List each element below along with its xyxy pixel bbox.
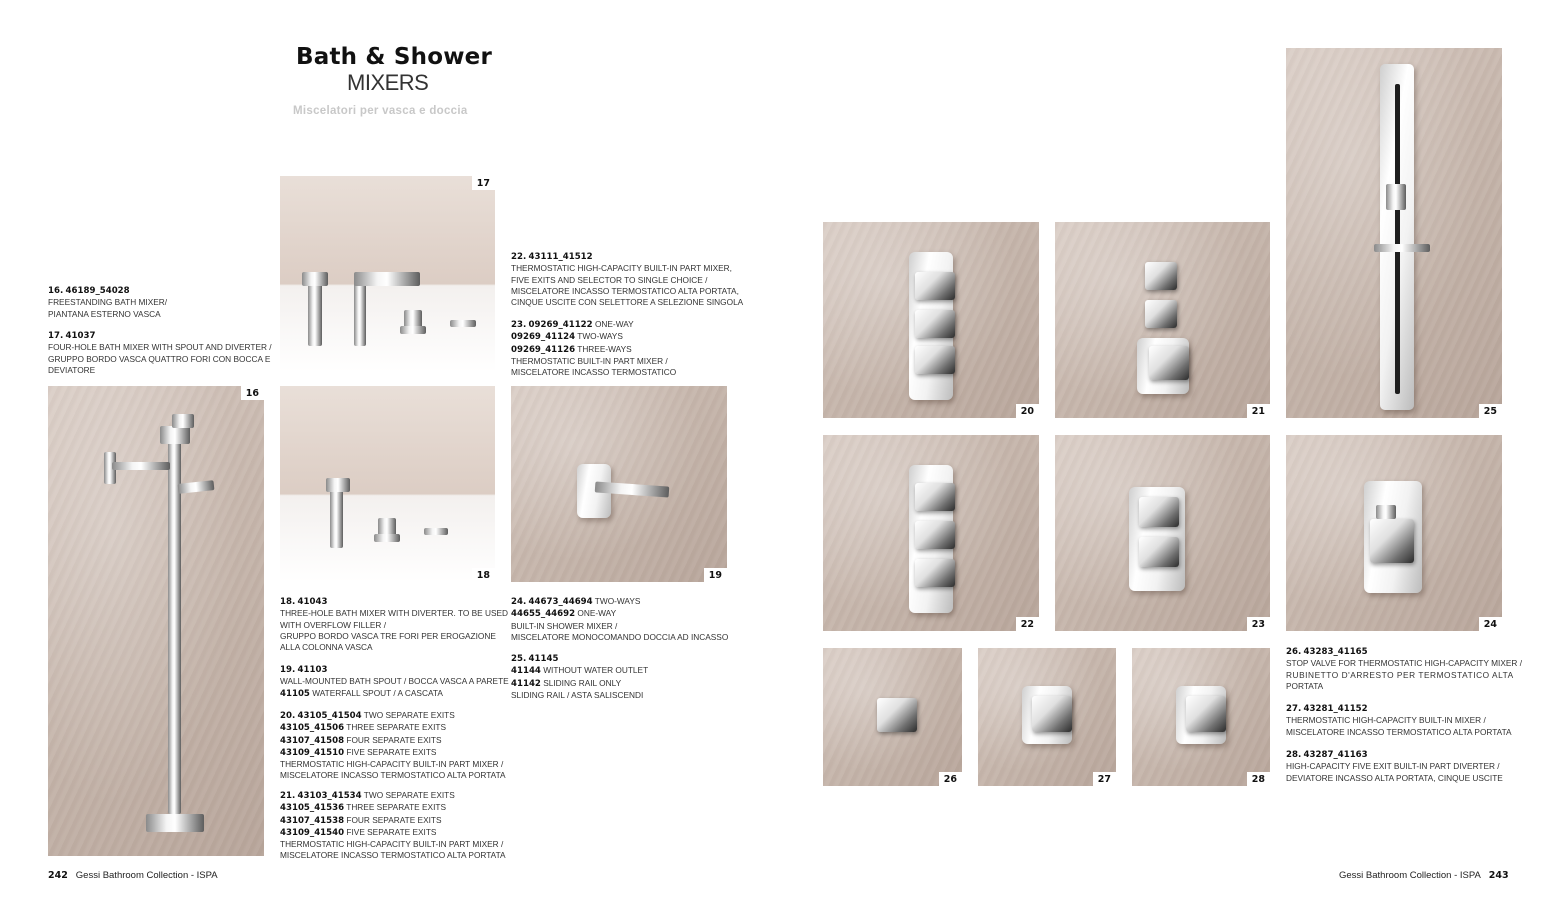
photo-number-17: 17 <box>472 176 495 190</box>
product-photo-16 <box>48 386 264 856</box>
photo-number-16: 16 <box>241 386 264 400</box>
product-photo-22 <box>823 435 1039 631</box>
product-photo-18 <box>280 386 495 582</box>
page-subtitle-italian: Miscelatori per vasca e doccia <box>293 105 468 117</box>
product-entry-28: 28. 43287_41163 HIGH-CAPACITY FIVE EXIT BUILT-IN PART DIVERTER / DEVIATORE INCASSO ALTA PORTATA, CINQUE USCITE <box>1286 750 1503 783</box>
product-code: 43103_41534 <box>297 791 362 801</box>
product-photo-23 <box>1055 435 1270 631</box>
product-entry-19: 19. 41103 WALL-MOUNTED BATH SPOUT / BOCCA VASCA A PARETE 41105 WATERFALL SPOUT / A CASCATA <box>280 665 509 699</box>
photo-number-27: 27 <box>1093 772 1116 786</box>
photo-number-24: 24 <box>1479 617 1502 631</box>
photo-number-25: 25 <box>1479 404 1502 418</box>
photo-number-28: 28 <box>1247 772 1270 786</box>
product-photo-21 <box>1055 222 1270 418</box>
product-code: 43287_41163 <box>1303 750 1368 760</box>
product-photo-20 <box>823 222 1039 418</box>
product-entry-22: 22. 43111_41512 THERMOSTATIC HIGH-CAPACITY BUILT-IN PART MIXER, FIVE EXITS AND SELECTOR TO SINGLE CHOICE / MISCELATORE INCASSO TERMOSTATICO ALTA PORTATA, CINQUE USCITE CON SELETTORE A SELEZIONE SINGOLA <box>511 252 744 308</box>
photo-number-19: 19 <box>704 568 727 582</box>
product-code: 09269_41122 <box>528 320 593 330</box>
product-photo-17 <box>280 176 495 372</box>
product-entry-25: 25. 41145 41144 WITHOUT WATER OUTLET 41142 SLIDING RAIL ONLY SLIDING RAIL / ASTA SALISCENDI <box>511 654 649 700</box>
product-entry-16: 16. 46189_54028 FREESTANDING BATH MIXER/ PIANTANA ESTERNO VASCA <box>48 286 168 319</box>
product-code: 43283_41165 <box>1303 647 1368 657</box>
product-code: 41103 <box>297 665 328 675</box>
product-entry-23: 23. 09269_41122 ONE-WAY 09269_41124 TWO-WAYS 09269_41126 THREE-WAYS THERMOSTATIC BUILT-IN PART MIXER / MISCELATORE INCASSO TERMOSTATICO <box>511 319 677 378</box>
product-code: 41145 <box>528 654 559 664</box>
photo-number-20: 20 <box>1016 404 1039 418</box>
product-photo-27 <box>978 648 1116 786</box>
product-code: 43281_41152 <box>1303 704 1368 714</box>
photo-number-23: 23 <box>1247 617 1270 631</box>
page-number-right: 243 <box>1488 870 1509 881</box>
product-photo-25 <box>1286 48 1502 418</box>
product-photo-24 <box>1286 435 1502 631</box>
product-code: 46189_54028 <box>65 286 130 296</box>
product-entry-20: 20. 43105_41504 TWO SEPARATE EXITS 43105_41506 THREE SEPARATE EXITS 43107_41508 FOUR SEPARATE EXITS 43109_41510 FIVE SEPARATE EXITS THERMOSTATIC HIGH-CAPACITY BUILT-IN PART MIXER / MISCELATORE INCASSO TERMOSTATICO ALTA PORTATA <box>280 710 506 781</box>
footer-left-text: Gessi Bathroom Collection - ISPA <box>75 870 218 881</box>
product-code: 44673_44694 <box>528 597 593 607</box>
product-entry-27: 27. 43281_41152 THERMOSTATIC HIGH-CAPACITY BUILT-IN MIXER / MISCELATORE INCASSO TERMOSTATICO ALTA PORTATA <box>1286 704 1512 737</box>
page-subtitle: MIXERS <box>347 70 429 95</box>
product-entry-21: 21. 43103_41534 TWO SEPARATE EXITS 43105_41536 THREE SEPARATE EXITS 43107_41538 FOUR SEPARATE EXITS 43109_41540 FIVE SEPARATE EXITS THERMOSTATIC HIGH-CAPACITY BUILT-IN PART MIXER / MISCELATORE INCASSO TERMOSTATICO ALTA PORTATA <box>280 790 506 861</box>
product-code: 43111_41512 <box>528 252 593 262</box>
product-photo-28 <box>1132 648 1270 786</box>
page-number-left: 242 <box>48 870 68 881</box>
product-entry-17: 17. 41037 FOUR-HOLE BATH MIXER WITH SPOUT AND DIVERTER / GRUPPO BORDO VASCA QUATTRO FORI CON BOCCA E DEVIATORE <box>48 331 272 375</box>
page-title: Bath & Shower <box>296 44 493 70</box>
product-code: 41043 <box>297 597 328 607</box>
product-photo-19 <box>511 386 727 582</box>
footer-right <box>1339 870 1509 881</box>
product-photo-26 <box>823 648 962 786</box>
product-entry-18: 18. 41043 THREE-HOLE BATH MIXER WITH DIVERTER. TO BE USED WITH OVERFLOW FILLER / GRUPPO BORDO VASCA TRE FORI PER EROGAZIONE ALLA COLONNA VASCA <box>280 597 509 653</box>
product-entry-26: 26. 43283_41165 STOP VALVE FOR THERMOSTATIC HIGH-CAPACITY MIXER / RUBINETTO D'ARRESTO PER TERMOSTATICO ALTA PORTATA <box>1286 647 1523 691</box>
photo-number-22: 22 <box>1016 617 1039 631</box>
footer-right-text: Gessi Bathroom Collection - ISPA <box>1339 870 1481 881</box>
photo-number-26: 26 <box>939 772 962 786</box>
photo-number-21: 21 <box>1247 404 1270 418</box>
photo-number-18: 18 <box>472 568 495 582</box>
product-code: 41037 <box>65 331 96 341</box>
product-code: 43105_41504 <box>297 711 362 721</box>
product-entry-24: 24. 44673_44694 TWO-WAYS 44655_44692 ONE-WAY BUILT-IN SHOWER MIXER / MISCELATORE MONOCOMANDO DOCCIA AD INCASSO <box>511 596 729 642</box>
footer-left <box>48 870 218 881</box>
